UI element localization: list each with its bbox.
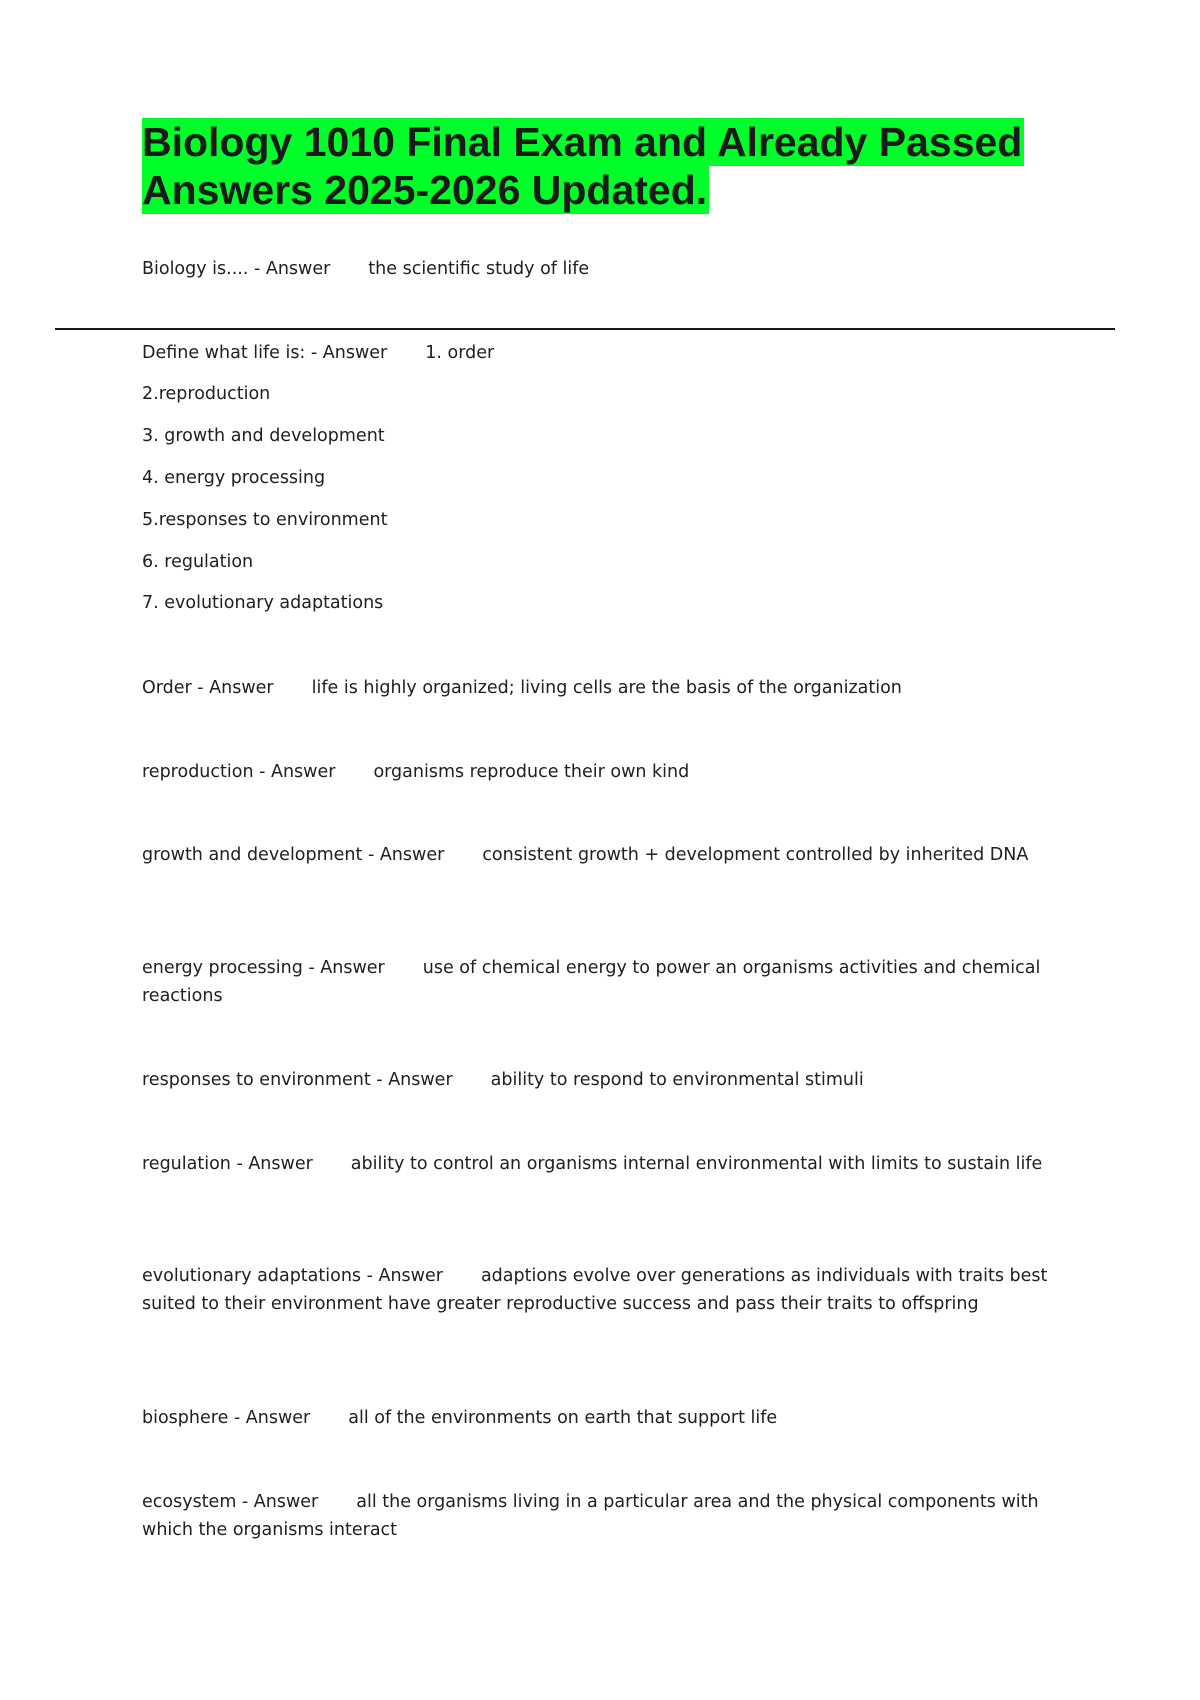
answer-text: ability to control an organisms internal environmental with limits to sustain life [350,1154,1043,1174]
answer-text: the scientific study of life [368,259,590,279]
answer-text: consistent growth + development controlled by inherited DNA [482,845,1029,865]
answer-text: use of chemical energy to power an organisms activities and chemical reactions [142,958,1041,1006]
question-text: responses to environment - Answer [142,1070,453,1090]
answer-text: 1. order [425,343,495,363]
answer-text: life is highly organized; living cells are the basis of the organization [311,678,902,698]
question-text: growth and development - Answer [142,845,445,865]
qa-item [142,1404,1072,1432]
section-divider [55,328,1115,330]
answer-text: organisms reproduce their own kind [373,762,690,782]
answer-text: ability to respond to environmental stimuli [490,1070,864,1090]
answer-text: adaptions evolve over generations as individuals with traits best suited to their environment have greater reproductive success and pass their traits to offspring [142,1266,1048,1314]
qa-item [142,1150,1072,1178]
qa-intro [142,255,1072,283]
question-text: Order - Answer [142,678,274,698]
list-item: 7. evolutionary adaptations [142,593,384,613]
list-item: 3. growth and development [142,426,385,446]
list-item: 6. regulation [142,552,254,572]
qa-item [142,1262,1072,1318]
qa-define-life [142,339,1072,367]
answer-text: all of the environments on earth that support life [348,1408,778,1428]
question-text: energy processing - Answer [142,958,385,978]
question-text: regulation - Answer [142,1154,313,1174]
question-text: ecosystem - Answer [142,1492,319,1512]
document-title [142,118,1042,214]
qa-item [142,841,1072,869]
question-text: Biology is.... - Answer [142,259,331,279]
qa-item [142,1066,1072,1094]
answer-text: all the organisms living in a particular area and the physical components with which the organisms interact [142,1492,1039,1540]
qa-item [142,758,1072,786]
question-text: biosphere - Answer [142,1408,311,1428]
question-text: Define what life is: - Answer [142,343,388,363]
qa-item [142,674,1072,702]
qa-item [142,1488,1072,1544]
title-highlight: Biology 1010 Final Exam and Already Passed Answers 2025-2026 Updated. [142,119,1023,213]
question-text: evolutionary adaptations - Answer [142,1266,443,1286]
list-item: 5.responses to environment [142,510,388,530]
question-text: reproduction - Answer [142,762,336,782]
list-item: 2.reproduction [142,384,271,404]
qa-item [142,954,1072,1010]
list-item: 4. energy processing [142,468,326,488]
